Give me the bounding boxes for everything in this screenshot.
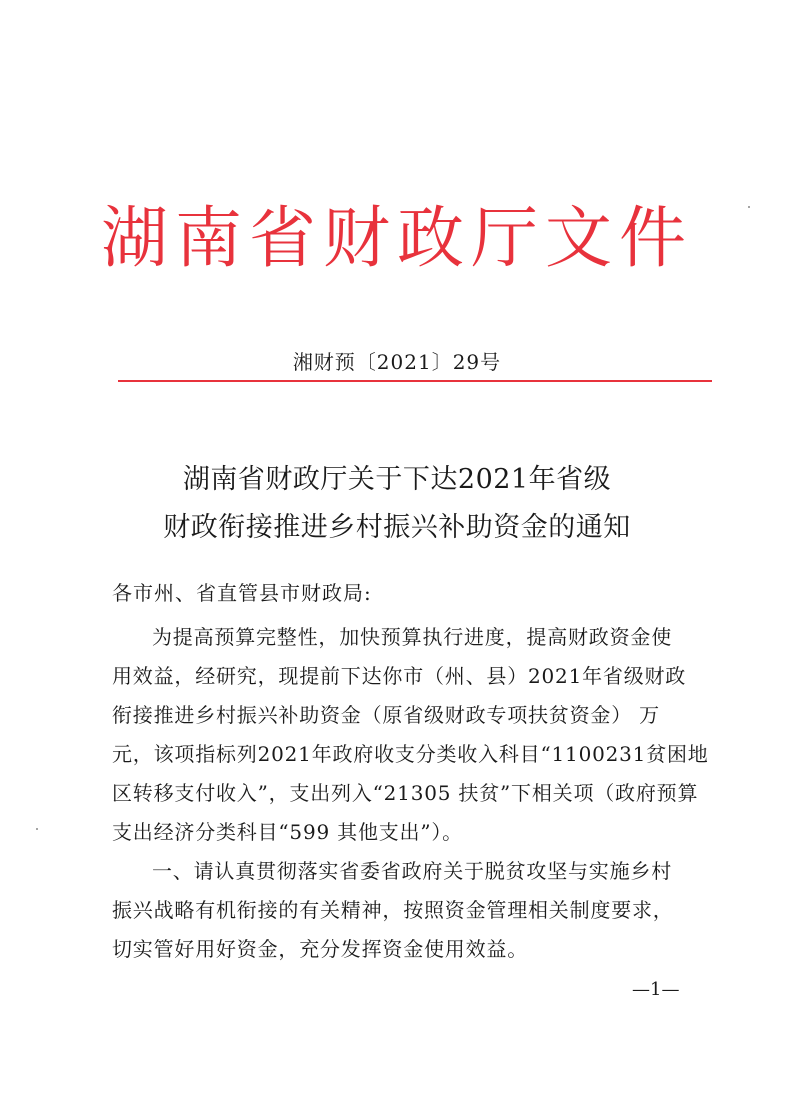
salutation: 各市州、省直管县市财政局:	[112, 581, 372, 605]
notice-title	[0, 456, 794, 552]
paragraph-1	[112, 618, 709, 852]
paragraph-2-line: 切实管好用好资金，充分发挥资金使用效益。	[112, 937, 528, 961]
paragraph-1-line: 区转移支付收入”，支出列入“21305 扶贫”下相关项（政府预算	[112, 781, 699, 805]
paragraph-1-line: 为提高预算完整性，加快预算执行进度，提高财政资金使	[152, 625, 672, 649]
scan-speck	[36, 828, 38, 830]
document-number: 湘财预〔2021〕29号	[292, 350, 502, 374]
red-divider-line	[118, 380, 712, 382]
paragraph-1-line: 用效益，经研究，现提前下达你市（州、县）2021年省级财政	[112, 664, 687, 688]
notice-title-line-2: 财政衔接推进乡村振兴补助资金的通知	[163, 512, 631, 543]
paragraph-1-line: 支出经济分类科目“599 其他支出”）。	[112, 820, 463, 844]
paragraph-1-line: 衔接推进乡村振兴补助资金（原省级财政专项扶贫资金） 万	[112, 703, 660, 727]
paragraph-2-line: 振兴战略有机衔接的有关精神，按照资金管理相关制度要求，	[112, 898, 674, 922]
notice-title-line-1: 湖南省财政厅关于下达2021年省级	[182, 464, 612, 495]
page-number: —1—	[632, 979, 680, 1000]
paragraph-2	[112, 852, 702, 969]
paragraph-2-line: 一、请认真贯彻落实省委省政府关于脱贫攻坚与实施乡村	[152, 859, 672, 883]
document-header-title: 湖南省财政厅文件	[101, 199, 693, 277]
scan-speck	[748, 206, 750, 208]
paragraph-1-line: 元，该项指标列2021年政府收支分类收入科目“1100231贫困地	[112, 742, 709, 766]
